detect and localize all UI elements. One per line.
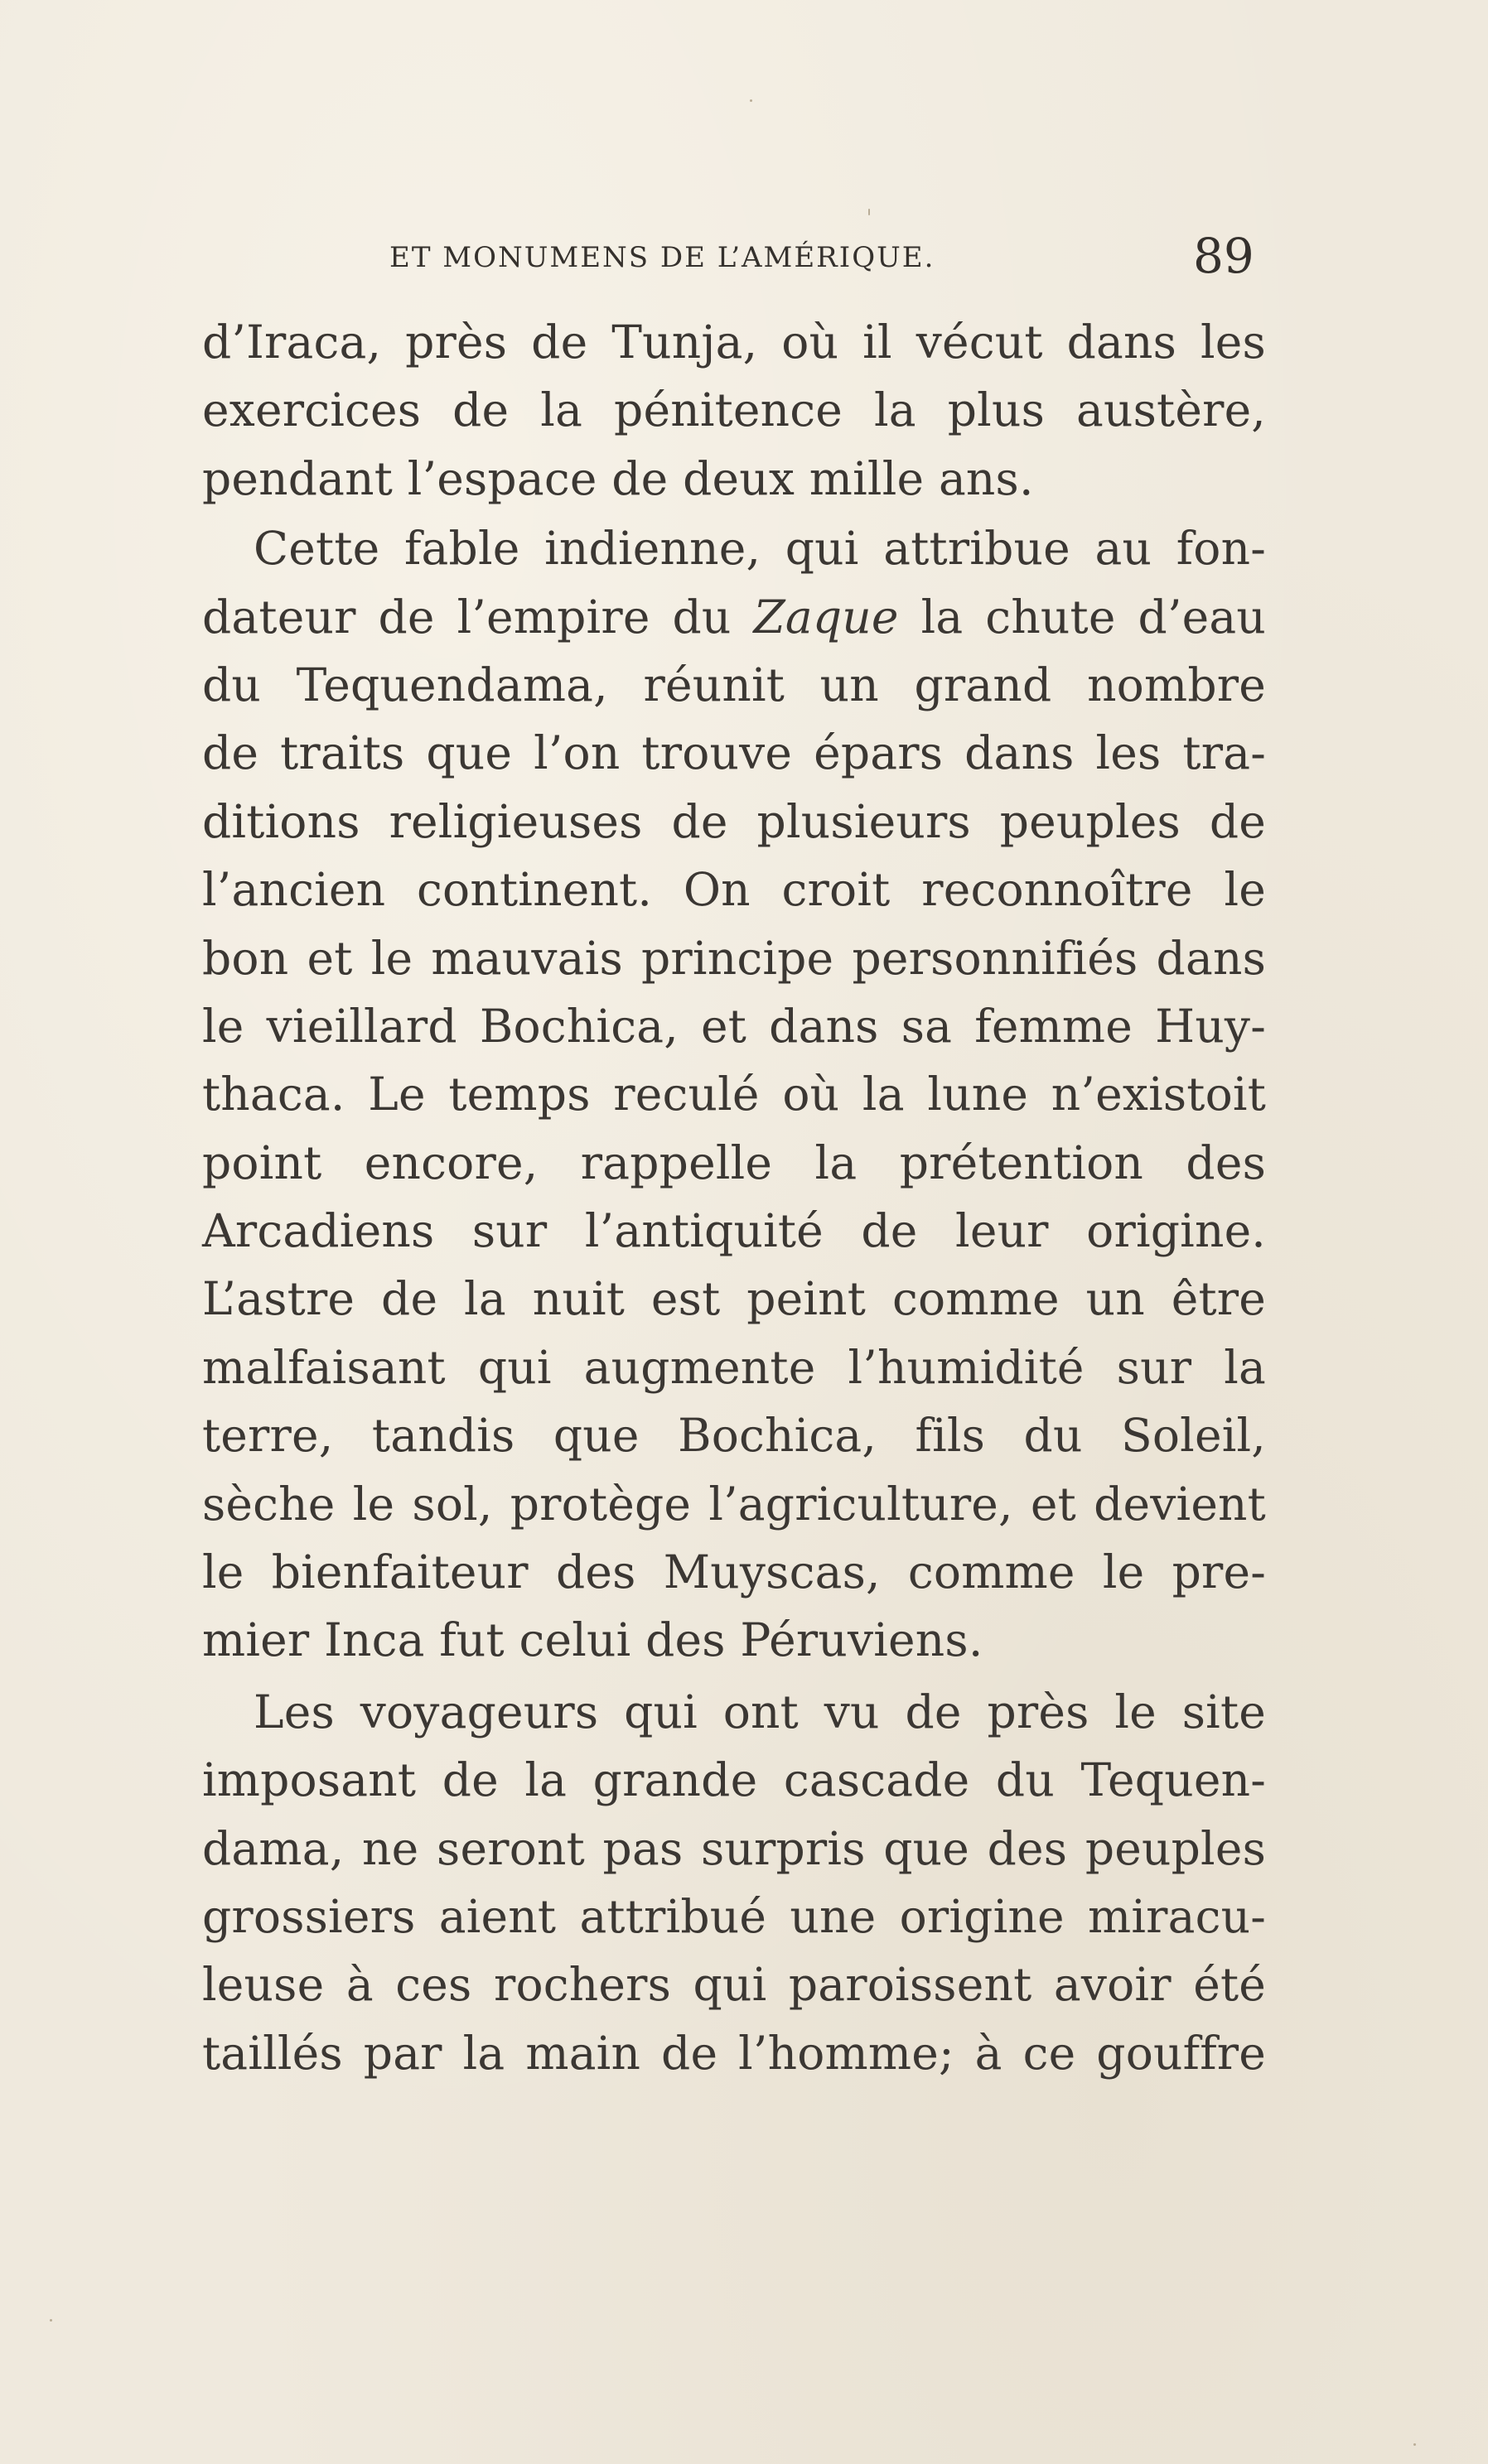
running-head: [202, 229, 1279, 287]
text-line: bon et le mauvais principe personnifiés dans: [202, 931, 1266, 985]
text-line: terre, tandis que Bochica, fils du Soleil,: [202, 1409, 1266, 1463]
italic-term: Zaque: [753, 590, 899, 644]
text-line: dama, ne seront pas surpris que des peuples: [202, 1821, 1266, 1875]
text-line: imposant de la grande cascade du Tequen-: [202, 1753, 1266, 1807]
text-line: [202, 583, 1266, 651]
text-line: Cette fable indienne, qui attribue au fon-: [254, 522, 1266, 576]
paper-speck: [1413, 2443, 1416, 2446]
text-line: ditions religieuses de plusieurs peuples de: [202, 794, 1266, 848]
text-line: thaca. Le temps reculé où la lune n’existoit: [202, 1068, 1266, 1121]
text-segment: dateur de l’empire du: [202, 590, 754, 644]
text-line: leuse à ces rochers qui paroissent avoir été: [202, 1958, 1266, 2012]
text-line: sèche le sol, protège l’agriculture, et devient: [202, 1477, 1266, 1531]
text-line: le bienfaiteur des Muyscas, comme le pre-: [202, 1545, 1266, 1599]
text-line: point encore, rappelle la prétention des: [202, 1136, 1266, 1189]
text-line: d’Iraca, près de Tunja, où il vécut dans les: [202, 316, 1266, 369]
text-line: Les voyageurs qui ont vu de près le site: [254, 1685, 1266, 1738]
text-line: L’astre de la nuit est peint comme un être: [202, 1272, 1266, 1326]
text-line: Arcadiens sur l’antiquité de leur origine.: [202, 1204, 1266, 1258]
text-line: le vieillard Bochica, et dans sa femme Huy-: [202, 999, 1266, 1053]
text-line: mier Inca fut celui des Péruviens.: [202, 1613, 983, 1667]
text-line: du Tequendama, réunit un grand nombre: [202, 658, 1266, 711]
text-line: malfaisant qui augmente l’humidité sur la: [202, 1340, 1266, 1394]
paper-speck: [50, 2319, 52, 2322]
text-line: grossiers aient attribué une origine miracu-: [202, 1889, 1266, 1943]
paper-speck: [750, 99, 752, 102]
text-line: pendant l’espace de deux mille ans.: [202, 451, 1034, 505]
page-number: 89: [1193, 228, 1254, 284]
text-line: taillés par la main de l’homme; à ce gouffre: [202, 2026, 1266, 2080]
text-line: exercices de la pénitence la plus austère,: [202, 383, 1266, 437]
text-line: l’ancien continent. On croit reconnoître le: [202, 863, 1266, 917]
running-title: ET MONUMENS DE L’AMÉRIQUE.: [389, 241, 935, 274]
text-line: de traits que l’on trouve épars dans les tra-: [202, 726, 1266, 780]
paper-speck: [868, 209, 870, 215]
body-text: [202, 308, 1266, 2087]
text-segment: la chute d’eau: [898, 590, 1266, 644]
